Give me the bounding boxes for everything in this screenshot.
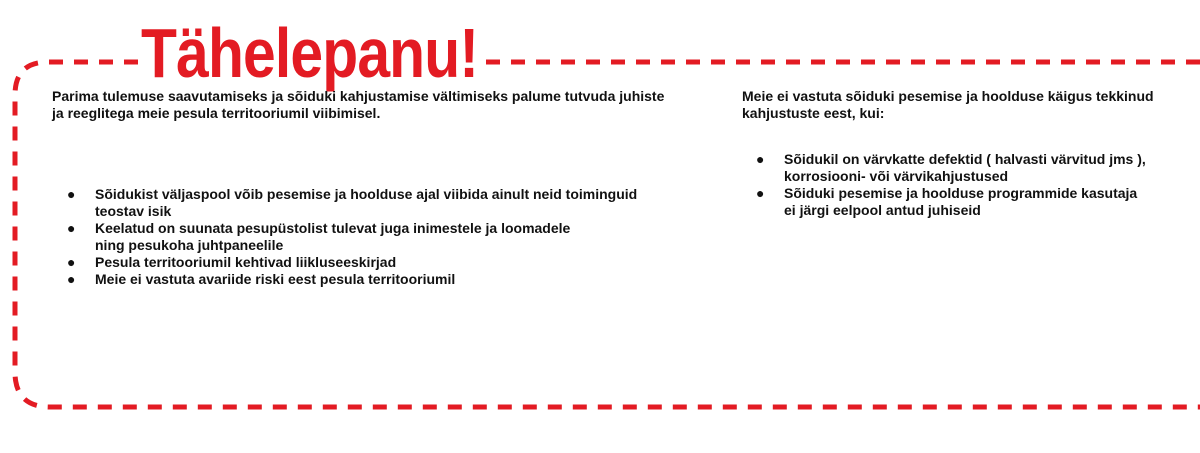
bullet-icon: ● [67,220,76,236]
list-item [756,151,1176,185]
list-item-text: Sõidukil on värvkatte defektid ( halvasti värvitud jms ), korrosiooni- või värvikahjustused [784,151,1146,184]
rules-list [67,186,687,288]
list-item [67,271,687,288]
list-item [67,254,687,271]
liability-heading: Meie ei vastuta sõiduki pesemise ja hoolduse käigus tekkinud kahjustuste eest, kui: [742,88,1154,121]
bullet-icon: ● [67,186,76,202]
bullet-icon: ● [756,185,765,201]
bullet-icon: ● [67,271,76,287]
list-item-text: Sõiduki pesemise ja hoolduse programmide kasutaja ei järgi eelpool antud juhiseid [784,185,1138,218]
list-item [67,186,687,220]
list-item [756,185,1176,219]
liability-conditions-list [756,151,1176,219]
bullet-icon: ● [756,151,765,167]
list-item-text: Keelatud on suunata pesupüstolist tulevat juga inimestele ja loomadele ning pesukoha juhtpaneelile [95,220,571,253]
intro-paragraph: Parima tulemuse saavutamiseks ja sõiduki kahjustamise vältimiseks palume tutvuda juhiste ja reeglitega meie pesula territooriumil viibimisel. [52,88,665,121]
list-item-text: Pesula territooriumil kehtivad liikluseeskirjad [95,254,397,270]
list-item-text: Sõidukist väljaspool võib pesemise ja hoolduse ajal viibida ainult neid toiminguid teostav isik [95,186,638,219]
list-item-text: Meie ei vastuta avariide riski eest pesula territooriumil [95,271,456,287]
page-title: Tähelepanu! [141,14,479,92]
list-item [67,220,687,254]
bullet-icon: ● [67,254,76,270]
